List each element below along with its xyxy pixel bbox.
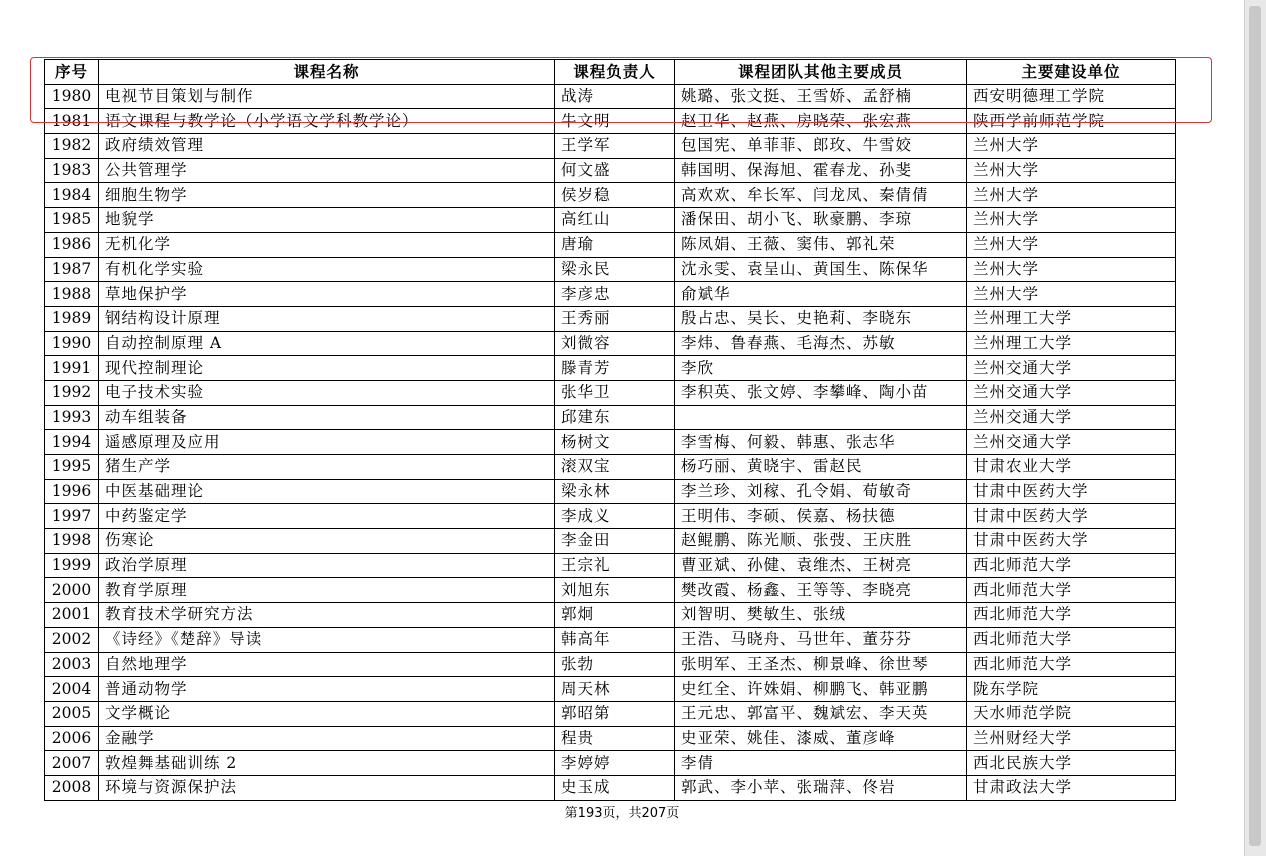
table-row: [45, 479, 1176, 504]
row-index: 1983: [45, 158, 99, 183]
header-team-members: 课程团队其他主要成员: [675, 60, 967, 85]
table-row: [45, 356, 1176, 381]
row-institution: 兰州财经大学: [967, 726, 1176, 751]
row-institution: 兰州交通大学: [967, 430, 1176, 455]
row-course-name: 中医基础理论: [99, 479, 555, 504]
row-course-name: 现代控制理论: [99, 356, 555, 381]
row-institution: 兰州大学: [967, 134, 1176, 159]
row-team-members: 曹亚斌、孙健、袁维杰、王树亮: [675, 553, 967, 578]
row-index: 2005: [45, 701, 99, 726]
table-row: [45, 627, 1176, 652]
row-course-lead: 滚双宝: [555, 455, 675, 480]
row-course-lead: 刘旭东: [555, 578, 675, 603]
header-institution: 主要建设单位: [967, 60, 1176, 85]
row-institution: 甘肃中医药大学: [967, 504, 1176, 529]
row-index: 2002: [45, 627, 99, 652]
row-team-members: 俞斌华: [675, 282, 967, 307]
row-index: 1988: [45, 282, 99, 307]
page-number-footer: 第193页，共207页: [564, 806, 680, 821]
course-table: [44, 59, 1176, 801]
row-course-lead: 侯岁稳: [555, 183, 675, 208]
table-row: [45, 257, 1176, 282]
row-index: 2007: [45, 751, 99, 776]
row-institution: 兰州理工大学: [967, 306, 1176, 331]
row-institution: 兰州交通大学: [967, 405, 1176, 430]
row-course-lead: 程贵: [555, 726, 675, 751]
row-institution: 西北师范大学: [967, 652, 1176, 677]
row-course-lead: 王秀丽: [555, 306, 675, 331]
table-header-row: [45, 60, 1176, 85]
table-row: [45, 331, 1176, 356]
row-team-members: [675, 405, 967, 430]
row-index: 2003: [45, 652, 99, 677]
vertical-scrollbar[interactable]: [1244, 0, 1266, 856]
row-team-members: 赵卫华、赵燕、房晓荣、张宏燕: [675, 109, 967, 134]
row-index: 2001: [45, 603, 99, 628]
row-team-members: 王浩、马晓舟、马世年、董芬芬: [675, 627, 967, 652]
table-row: [45, 208, 1176, 233]
table-row: [45, 430, 1176, 455]
row-team-members: 姚璐、张文挺、王雪娇、孟舒楠: [675, 84, 967, 109]
row-institution: 西北民族大学: [967, 751, 1176, 776]
table-row: [45, 652, 1176, 677]
row-institution: 兰州交通大学: [967, 356, 1176, 381]
row-course-name: 动车组装备: [99, 405, 555, 430]
row-team-members: 史红全、许姝娟、柳鹏飞、韩亚鹏: [675, 677, 967, 702]
table-row: [45, 726, 1176, 751]
row-index: 1989: [45, 306, 99, 331]
table-row: [45, 109, 1176, 134]
row-course-name: 教育技术学研究方法: [99, 603, 555, 628]
row-institution: 兰州大学: [967, 232, 1176, 257]
row-institution: 兰州大学: [967, 257, 1176, 282]
row-course-lead: 李成义: [555, 504, 675, 529]
row-course-name: 环境与资源保护法: [99, 775, 555, 800]
row-course-name: 政府绩效管理: [99, 134, 555, 159]
row-team-members: 高欢欢、牟长军、闫龙凤、秦倩倩: [675, 183, 967, 208]
row-course-lead: 滕青芳: [555, 356, 675, 381]
row-team-members: 王元忠、郭富平、魏斌宏、李天英: [675, 701, 967, 726]
row-index: 1990: [45, 331, 99, 356]
row-institution: 西北师范大学: [967, 553, 1176, 578]
row-course-lead: 王学军: [555, 134, 675, 159]
row-index: 1992: [45, 380, 99, 405]
row-team-members: 郭武、李小苹、张瑞萍、佟岩: [675, 775, 967, 800]
row-index: 1994: [45, 430, 99, 455]
row-course-name: 钢结构设计原理: [99, 306, 555, 331]
row-institution: 天水师范学院: [967, 701, 1176, 726]
row-course-name: 教育学原理: [99, 578, 555, 603]
row-course-name: 金融学: [99, 726, 555, 751]
header-course-lead: 课程负责人: [555, 60, 675, 85]
row-course-name: 自然地理学: [99, 652, 555, 677]
table-body: [45, 84, 1176, 800]
row-course-name: 有机化学实验: [99, 257, 555, 282]
row-course-lead: 李彦忠: [555, 282, 675, 307]
row-course-lead: 郭昭第: [555, 701, 675, 726]
row-team-members: 包国宪、单菲菲、郎玫、牛雪姣: [675, 134, 967, 159]
row-index: 1999: [45, 553, 99, 578]
row-index: 1980: [45, 84, 99, 109]
row-index: 2000: [45, 578, 99, 603]
row-institution: 陇东学院: [967, 677, 1176, 702]
row-course-name: 草地保护学: [99, 282, 555, 307]
row-course-lead: 唐瑜: [555, 232, 675, 257]
row-course-name: 猪生产学: [99, 455, 555, 480]
row-institution: 甘肃中医药大学: [967, 479, 1176, 504]
row-course-name: 敦煌舞基础训练 2: [99, 751, 555, 776]
row-institution: 甘肃农业大学: [967, 455, 1176, 480]
row-course-lead: 张华卫: [555, 380, 675, 405]
row-course-lead: 韩高年: [555, 627, 675, 652]
row-course-lead: 牛文明: [555, 109, 675, 134]
row-course-lead: 李婷婷: [555, 751, 675, 776]
row-team-members: 张明军、王圣杰、柳景峰、徐世琴: [675, 652, 967, 677]
table-row: [45, 677, 1176, 702]
row-course-name: 伤寒论: [99, 529, 555, 554]
table-row: [45, 504, 1176, 529]
row-course-name: 细胞生物学: [99, 183, 555, 208]
row-team-members: 李兰珍、刘稼、孔令娟、荀敏奇: [675, 479, 967, 504]
row-institution: 西北师范大学: [967, 603, 1176, 628]
row-institution: 甘肃政法大学: [967, 775, 1176, 800]
row-index: 1986: [45, 232, 99, 257]
row-index: 1987: [45, 257, 99, 282]
table-row: [45, 751, 1176, 776]
row-course-name: 无机化学: [99, 232, 555, 257]
row-course-lead: 邱建东: [555, 405, 675, 430]
row-course-name: 《诗经》《楚辞》导读: [99, 627, 555, 652]
table-row: [45, 306, 1176, 331]
row-index: 2004: [45, 677, 99, 702]
row-course-name: 语文课程与教学论（小学语文学科教学论）: [99, 109, 555, 134]
row-course-name: 公共管理学: [99, 158, 555, 183]
row-team-members: 史亚荣、姚佳、漆威、董彦峰: [675, 726, 967, 751]
row-institution: 甘肃中医药大学: [967, 529, 1176, 554]
row-course-name: 地貌学: [99, 208, 555, 233]
row-course-lead: 李金田: [555, 529, 675, 554]
table-row: [45, 578, 1176, 603]
header-course-name: 课程名称: [99, 60, 555, 85]
row-index: 1993: [45, 405, 99, 430]
row-institution: 西北师范大学: [967, 627, 1176, 652]
table-row: [45, 183, 1176, 208]
row-course-name: 政治学原理: [99, 553, 555, 578]
row-institution: 兰州大学: [967, 282, 1176, 307]
row-course-lead: 王宗礼: [555, 553, 675, 578]
row-team-members: 王明伟、李硕、侯嘉、杨扶德: [675, 504, 967, 529]
row-index: 1996: [45, 479, 99, 504]
row-course-name: 文学概论: [99, 701, 555, 726]
row-course-lead: 史玉成: [555, 775, 675, 800]
row-index: 1991: [45, 356, 99, 381]
table-row: [45, 701, 1176, 726]
row-team-members: 沈永雯、袁呈山、黄国生、陈保华: [675, 257, 967, 282]
row-team-members: 李炜、鲁春燕、毛海杰、苏敏: [675, 331, 967, 356]
row-index: 1995: [45, 455, 99, 480]
row-index: 1984: [45, 183, 99, 208]
row-course-name: 电子技术实验: [99, 380, 555, 405]
row-index: 1985: [45, 208, 99, 233]
row-institution: 西安明德理工学院: [967, 84, 1176, 109]
table-row: [45, 529, 1176, 554]
row-index: 2006: [45, 726, 99, 751]
row-team-members: 李雪梅、何毅、韩惠、张志华: [675, 430, 967, 455]
row-institution: 兰州理工大学: [967, 331, 1176, 356]
row-course-name: 遥感原理及应用: [99, 430, 555, 455]
row-course-lead: 何文盛: [555, 158, 675, 183]
row-team-members: 李倩: [675, 751, 967, 776]
row-course-lead: 郭炯: [555, 603, 675, 628]
header-index: 序号: [45, 60, 99, 85]
table-row: [45, 232, 1176, 257]
table-row: [45, 775, 1176, 800]
row-team-members: 李积英、张文婷、李攀峰、陶小苗: [675, 380, 967, 405]
row-course-name: 自动控制原理 A: [99, 331, 555, 356]
row-index: 1998: [45, 529, 99, 554]
table-row: [45, 84, 1176, 109]
row-index: 1982: [45, 134, 99, 159]
row-institution: 兰州大学: [967, 208, 1176, 233]
table-row: [45, 553, 1176, 578]
table-row: [45, 603, 1176, 628]
row-team-members: 韩国明、保海旭、霍春龙、孙斐: [675, 158, 967, 183]
row-institution: 西北师范大学: [967, 578, 1176, 603]
table-row: [45, 380, 1176, 405]
row-index: 1997: [45, 504, 99, 529]
row-team-members: 李欣: [675, 356, 967, 381]
row-course-lead: 战涛: [555, 84, 675, 109]
table-row: [45, 134, 1176, 159]
row-institution: 兰州交通大学: [967, 380, 1176, 405]
row-index: 1981: [45, 109, 99, 134]
row-team-members: 潘保田、胡小飞、耿豪鹏、李琼: [675, 208, 967, 233]
row-team-members: 殷占忠、吴长、史艳莉、李晓东: [675, 306, 967, 331]
row-course-name: 电视节目策划与制作: [99, 84, 555, 109]
row-course-name: 普通动物学: [99, 677, 555, 702]
scrollbar-thumb[interactable]: [1249, 6, 1261, 846]
row-index: 2008: [45, 775, 99, 800]
row-course-lead: 张勃: [555, 652, 675, 677]
row-course-lead: 高红山: [555, 208, 675, 233]
table-row: [45, 158, 1176, 183]
table-row: [45, 405, 1176, 430]
row-team-members: 赵鲲鹏、陈光顺、张弢、王庆胜: [675, 529, 967, 554]
row-course-lead: 周天林: [555, 677, 675, 702]
row-institution: 兰州大学: [967, 158, 1176, 183]
table-row: [45, 282, 1176, 307]
row-course-lead: 刘微容: [555, 331, 675, 356]
row-team-members: 刘智明、樊敏生、张绒: [675, 603, 967, 628]
row-team-members: 杨巧丽、黄晓宇、雷赵民: [675, 455, 967, 480]
row-institution: 兰州大学: [967, 183, 1176, 208]
row-team-members: 陈凤娟、王薇、窦伟、郭礼荣: [675, 232, 967, 257]
row-course-lead: 梁永林: [555, 479, 675, 504]
table-row: [45, 455, 1176, 480]
row-institution: 陕西学前师范学院: [967, 109, 1176, 134]
row-course-lead: 梁永民: [555, 257, 675, 282]
row-team-members: 樊改霞、杨鑫、王等等、李晓亮: [675, 578, 967, 603]
row-course-lead: 杨树文: [555, 430, 675, 455]
row-course-name: 中药鉴定学: [99, 504, 555, 529]
